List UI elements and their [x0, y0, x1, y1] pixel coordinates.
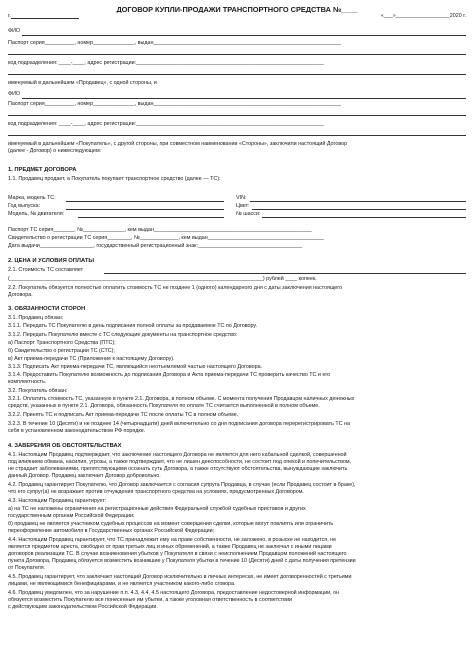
- section-3-heading: 3. ОБЯЗАННОСТИ СТОРОН: [8, 306, 86, 312]
- date-issue-row: Дата выдачи__________________, государственный регистрационный знак:___________________________________: [8, 243, 303, 249]
- clause-4-2-cont: что его супруг(а) не возражает против отчуждения транспортного средства на условиях, предусмотренных Договором.: [8, 489, 304, 495]
- color-line: [252, 203, 466, 210]
- clause-4-4-cont-1: является предметом ареста, свободно от прав третьих лиц и иных обременений, а также Продавец не заключал с иными лицами: [8, 544, 332, 550]
- clause-4-6-cont-2: с действующим законодательством Российской Федерации.: [8, 604, 158, 610]
- city-field: [8, 13, 79, 19]
- clause-4-1-cont-1: под влиянием обмана, насилия, угрозы, а также подтверждает, что не лишен дееспособности, не состоит под опекой и попечительством,: [8, 459, 352, 465]
- clause-4-4-cont-3: пункта Договора, Продавец обязуется возместить возникшие у Покупателя убытки в течение 10 (Десяти) дней с даты получения претензии: [8, 558, 356, 564]
- buyer-designation: именуемый в дальнейшем «Покупатель», с другой стороны, при совместном наименовании «Стороны», заключили настоящий Договор: [8, 141, 348, 147]
- clause-3-2: 3.2. Покупатель обязан:: [8, 388, 68, 394]
- clause-4-3: 4.3. Настоящим Продавец гарантирует:: [8, 498, 107, 504]
- buyer-address-line: [8, 129, 466, 136]
- clause-4-3-b: б) продавец не является участником судебных процессов на момент совершения сделки, которые могут повлиять или ограничить: [8, 521, 334, 527]
- vehicle-model-label: Марка, модель ТС:: [8, 195, 56, 201]
- seller-fio-label: ФИО: [8, 28, 21, 34]
- engine-label: Модель, № двигателя:: [8, 211, 65, 217]
- seller-address-line: [8, 68, 466, 75]
- vin-label: VIN:: [236, 195, 247, 201]
- seller-fio-line: [22, 29, 466, 36]
- clause-2-2-cont: Договора.: [8, 292, 33, 298]
- contract-date: «___»__________________2020 г.: [380, 13, 466, 19]
- clause-3-1-2: 3.1.2. Передать Покупателю вместе с ТС следующие документы на транспортное средство:: [8, 332, 238, 338]
- clause-4-5-cont: лицами, не являющимися бенефициарами, и не является участником какого-либо сговора.: [8, 581, 236, 587]
- clause-2-1: 2.1. Стоимость ТС составляет: [8, 267, 84, 273]
- clause-4-6-cont-1: обязуется возместить Покупателю все понесенные им убытки, а также уголовная ответственность в соответствии: [8, 597, 292, 603]
- clause-4-4: 4.4. Настоящим Продавец гарантирует, что ТС принадлежит ему на праве собственности, не заложено, в розыске не находится, не: [8, 537, 337, 543]
- clause-4-5: 4.5. Продавец гарантирует, что заключает настоящий Договор исключительно в личных интересах, не имеет договоренностей с третьими: [8, 574, 352, 580]
- buyer-designation-cont: (далее - Договор) о нижеследующем:: [8, 148, 102, 154]
- clause-3-1-4-cont: комплектность.: [8, 379, 47, 385]
- vin-line: [250, 195, 466, 202]
- clause-4-1-cont-2: не страдает заболеваниями, препятствующими осознать суть Договора, а также отсутствуют обстоятельства, вынуждающие заключить: [8, 466, 348, 472]
- doc-item-v: в) Акт приема-передачи ТС (Приложение к настоящему Договору).: [8, 356, 175, 362]
- clause-3-1-3: 3.1.3. Подписать Акт приема-передачи ТС, являющийся неотъемлемой частью настоящего Договора.: [8, 364, 263, 370]
- buyer-passport: Паспорт серия__________, номер______________, выдан_______________________________________________________________: [8, 101, 342, 107]
- clause-1-1: 1.1. Продавец продает, а Покупатель покупает транспортное средство (далее — ТС):: [8, 176, 221, 182]
- clause-3-1-1: 3.1.1. Передать ТС Покупателю в день подписания полной оплаты за продаваемое ТС по Договору.: [8, 323, 257, 329]
- buyer-address: код подразделения: ____-____, адрес регистрации:_______________________________________________________________: [8, 121, 324, 127]
- clause-4-3-a-cont: государственным органам Российской Федерации;: [8, 513, 135, 519]
- doc-item-a: а) Паспорт Транспортного Средства (ПТС);: [8, 340, 116, 346]
- city-prefix: г.: [8, 13, 11, 19]
- pts-row: Паспорт ТС серия_______, №______________, кем выдан_____________________________________________________: [8, 227, 312, 233]
- clause-2-1-words: (_____________________________________________________________________________________) рублей ____ копеек.: [8, 276, 317, 282]
- price-line: [104, 267, 466, 274]
- seller-passport-line: [8, 48, 466, 55]
- seller-address: код подразделения: ____-____, адрес регистрации:_______________________________________________________________: [8, 60, 324, 66]
- clause-3-2-2: 3.2.2. Принять ТС и подписать Акт приема-передачи ТС после оплаты ТС в полном объеме.: [8, 412, 239, 418]
- clause-2-2: 2.2. Покупатель обязуется полностью оплатить стоимость ТС не позднее 1 (одного) календарного дня с даты заключения настоящего: [8, 285, 343, 291]
- chassis-label: № шасси:: [236, 211, 261, 217]
- clause-3-1-4: 3.1.4. Предоставить Покупателю возможность до подписания Договора и Акта приема-передачи ТС проверить качество ТС и его: [8, 372, 331, 378]
- clause-4-4-cont-2: договоров реализации ТС. В случае возникновения убытков у Покупателя в связи с неисполнением Продавцом положений настоящего: [8, 551, 347, 557]
- seller-passport: Паспорт серия__________, номер______________, выдан_______________________________________________________________: [8, 40, 342, 46]
- clause-4-2: 4.2. Продавец гарантирует Покупателю, что Договор заключается с согласия супруга Продавца, в случае (если Продавец состоит в браке),: [8, 482, 356, 488]
- buyer-fio-label: ФИО: [8, 91, 21, 97]
- clause-4-3-b-cont: переоформление автомобиля в Государственных органах Российской Федерации;: [8, 528, 215, 534]
- clause-3-2-1-cont: средств, указанных в пункте 2.1. Договора, обязанность Покупателя по оплате ТС считается выполненной в полном объеме.: [8, 403, 320, 409]
- vehicle-year-label: Год выпуска:: [8, 203, 41, 209]
- doc-item-b: б) Свидетельство о регистрации ТС (СТС);: [8, 348, 115, 354]
- color-label: Цвет:: [236, 203, 250, 209]
- chassis-line: [262, 211, 466, 218]
- vehicle-year-line: [66, 203, 224, 210]
- buyer-passport-line: [8, 109, 466, 116]
- clause-3-2-1: 3.2.1. Оплатить стоимость ТС, указанную в пункте 2.1. Договора, в полном объеме. С момента получения Продавцом наличных денежных: [8, 396, 355, 402]
- sts-row: Свидетельство о регистрации ТС серия________, №_____________, кем выдан_______________________________________: [8, 235, 324, 241]
- clause-4-1-cont-3: данный Договор. Продавец заключает Договор добровольно.: [8, 473, 161, 479]
- clause-3-2-3: 3.2.3. В течение 10 (Десяти) и не позднее 14 (четырнадцати) дней включительно со дня подписания договора перерегистрировать ТС на: [8, 421, 350, 427]
- page-title: ДОГОВОР КУПЛИ-ПРОДАЖИ ТРАНСПОРТНОГО СРЕДСТВА №____: [116, 7, 358, 14]
- section-4-heading: 4. ЗАВЕРЕНИЯ ОБ ОБСТОЯТЕЛЬСТВАХ: [8, 443, 122, 449]
- vehicle-model-line: [66, 195, 224, 202]
- clause-4-3-a: а) на ТС не наложены ограничения на регистрационные действия Федеральной службой судебных приставов и других: [8, 506, 306, 512]
- buyer-fio-line: [22, 92, 466, 99]
- engine-line: [78, 211, 224, 218]
- clause-3-2-3-cont: себя в установленном законодательством РФ порядке.: [8, 428, 146, 434]
- section-1-heading: 1. ПРЕДМЕТ ДОГОВОРА: [8, 167, 77, 173]
- section-2-heading: 2. ЦЕНА И УСЛОВИЯ ОПЛАТЫ: [8, 258, 95, 264]
- clause-4-4-cont-4: от Покупателя.: [8, 565, 46, 571]
- seller-designation: именуемый в дальнейшем «Продавец», с одной стороны, и: [8, 80, 157, 86]
- clause-3-1: 3.1. Продавец обязан:: [8, 315, 64, 321]
- clause-4-6: 4.6. Продавец уведомлен, что за нарушение п.п. 4.3, 4.4, 4.5 настоящего Договора, предоставление недостоверной информации, он: [8, 590, 340, 596]
- clause-4-1: 4.1. Настоящим Продавец подтверждает, что заключение настоящего Договора не является для него кабальной сделкой, совершенной: [8, 452, 347, 458]
